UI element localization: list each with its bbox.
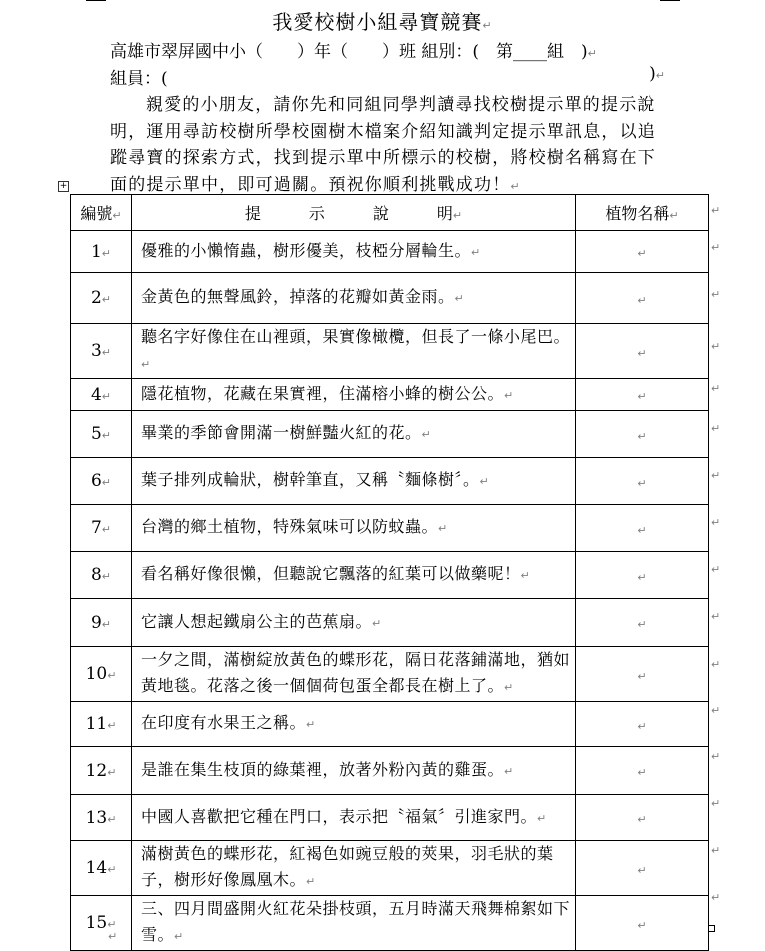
- row-hint: 葉子排列成輪狀，樹幹筆直，又稱〝麵條樹〞。↵: [132, 458, 576, 505]
- row-end-mark: ↵: [711, 339, 721, 353]
- row-end-mark: ↵: [711, 382, 721, 395]
- table-row: [71, 599, 709, 647]
- row-number: 9↵: [71, 599, 132, 647]
- row-number: 10↵: [71, 647, 132, 702]
- plant-name-answer-cell[interactable]: ↵: [576, 458, 709, 505]
- row-number: 6↵: [71, 458, 132, 505]
- row-end-mark: ↵: [711, 703, 721, 717]
- row-hint: 畢業的季節會開滿一樹鮮豔火紅的花。↵: [132, 411, 576, 458]
- row-number: 14↵: [71, 841, 132, 896]
- table-row: [71, 896, 709, 951]
- row-end-mark: ↵: [711, 515, 721, 529]
- page-title: 我愛校樹小組尋寶競賽↵: [272, 10, 493, 34]
- table-move-handle-icon[interactable]: +: [59, 181, 68, 191]
- plant-name-answer-cell[interactable]: ↵: [576, 552, 709, 599]
- row-hint: 中國人喜歡把它種在門口，表示把〝福氣〞引進家門。↵: [132, 795, 576, 841]
- row-hint: 一夕之間，滿樹綻放黃色的蝶形花，隔日花落鋪滿地，猶如黃地毯。花落之後一個個荷包蛋全都長在樹上了。↵: [132, 647, 576, 702]
- row-number: 13↵: [71, 795, 132, 841]
- row-number: 5↵: [71, 411, 132, 458]
- row-hint: 金黃色的無聲風鈴，掉落的花瓣如黃金雨。↵: [132, 273, 576, 324]
- row-end-mark: ↵: [711, 468, 721, 482]
- row-number: 4↵: [71, 379, 132, 411]
- row-end-mark: ↵: [711, 204, 721, 217]
- row-end-mark: ↵: [711, 843, 721, 857]
- plant-name-answer-cell[interactable]: ↵: [576, 795, 709, 841]
- plant-name-answer-cell[interactable]: ↵: [576, 841, 709, 896]
- plant-name-answer-cell[interactable]: ↵: [576, 599, 709, 647]
- row-number: 1↵: [71, 231, 132, 273]
- row-end-mark: ↵: [711, 562, 721, 576]
- row-hint: 三、四月間盛開火紅花朵掛枝頭，五月時滿天飛舞棉絮如下雪。↵: [132, 896, 576, 951]
- page-corner-mark: [660, 0, 680, 1]
- members-line: 組員：( )↵: [110, 64, 665, 89]
- row-end-mark: ↵: [711, 287, 721, 301]
- row-end-mark: ↵: [711, 421, 721, 435]
- row-hint: 在印度有水果王之稱。↵: [132, 702, 576, 747]
- row-number: 8↵: [71, 552, 132, 599]
- table-row: [71, 702, 709, 747]
- plant-name-answer-cell[interactable]: ↵: [576, 505, 709, 552]
- header-description: 提 示 說 明↵: [132, 195, 576, 231]
- plant-name-answer-cell[interactable]: ↵: [576, 702, 709, 747]
- intro-paragraph: 親愛的小朋友，請你先和同組同學判讀尋找校樹提示單的提示說明，運用尋訪校樹所學校園樹木檔案介紹知識判定提示單訊息，以追蹤尋寶的探索方式，找到提示單中所標示的校樹，將校樹名稱寫在下面的提示單中，即可過關。預祝你順利挑戰成功！↵: [110, 95, 656, 195]
- row-hint: 是誰在集生枝頂的綠葉裡，放著外粉內黃的雞蛋。↵: [132, 747, 576, 795]
- table-row: [71, 411, 709, 458]
- header-plant-name: 植物名稱↵: [576, 195, 709, 231]
- row-hint: 優雅的小懶惰蟲，樹形優美，枝椏分層輪生。↵: [132, 231, 576, 273]
- row-end-mark: ↵: [711, 610, 721, 623]
- page-corner-mark: [86, 0, 106, 1]
- plant-name-answer-cell[interactable]: ↵: [576, 896, 709, 951]
- row-number: 11↵: [71, 702, 132, 747]
- plant-name-answer-cell[interactable]: ↵: [576, 324, 709, 379]
- row-end-mark: ↵: [711, 241, 721, 254]
- plant-name-answer-cell[interactable]: ↵: [576, 411, 709, 458]
- table-row: [71, 273, 709, 324]
- hint-table: [70, 194, 709, 951]
- table-row: [71, 231, 709, 273]
- table-header-row: [71, 195, 709, 231]
- table-row: [71, 324, 709, 379]
- plant-name-answer-cell[interactable]: ↵: [576, 379, 709, 411]
- row-number: 15↵: [71, 896, 132, 951]
- row-end-mark: ↵: [711, 750, 721, 763]
- row-end-mark: ↵: [711, 797, 721, 810]
- row-number: 3↵: [71, 324, 132, 379]
- row-hint: 台灣的鄉土植物，特殊氣味可以防蚊蟲。↵: [132, 505, 576, 552]
- table-row: [71, 552, 709, 599]
- plant-name-answer-cell[interactable]: ↵: [576, 273, 709, 324]
- table-row: [71, 458, 709, 505]
- plant-name-answer-cell[interactable]: ↵: [576, 647, 709, 702]
- row-hint: 它讓人想起鐵扇公主的芭蕉扇。↵: [132, 599, 576, 647]
- table-row: [71, 505, 709, 552]
- table-resize-handle[interactable]: [708, 925, 715, 932]
- plant-name-answer-cell[interactable]: ↵: [576, 231, 709, 273]
- row-hint: 隱花植物，花藏在果實裡，住滿榕小蜂的樹公公。↵: [132, 379, 576, 411]
- row-end-mark: ↵: [711, 891, 721, 904]
- end-paragraph-mark: ↵: [108, 930, 118, 943]
- row-number: 2↵: [71, 273, 132, 324]
- row-number: 7↵: [71, 505, 132, 552]
- table-row: [71, 747, 709, 795]
- row-hint: 看名稱好像很懶，但聽說它飄落的紅葉可以做藥呢！↵: [132, 552, 576, 599]
- table-row: [71, 647, 709, 702]
- plant-name-answer-cell[interactable]: ↵: [576, 747, 709, 795]
- row-hint: 滿樹黃色的蝶形花，紅褐色如豌豆般的莢果，羽毛狀的葉子，樹形好像鳳凰木。↵: [132, 841, 576, 896]
- table-row: [71, 795, 709, 841]
- header-number: 編號↵: [71, 195, 132, 231]
- school-class-group-line: 高雄市翠屏國中小（ ）年（ ）班 組別：( 第____組 )↵: [110, 42, 597, 62]
- row-end-mark: ↵: [711, 657, 721, 671]
- table-row: [71, 841, 709, 896]
- row-hint: 聽名字好像住在山裡頭，果實像橄欖，但長了一條小尾巴。↵: [132, 324, 576, 379]
- row-number: 12↵: [71, 747, 132, 795]
- table-row: [71, 379, 709, 411]
